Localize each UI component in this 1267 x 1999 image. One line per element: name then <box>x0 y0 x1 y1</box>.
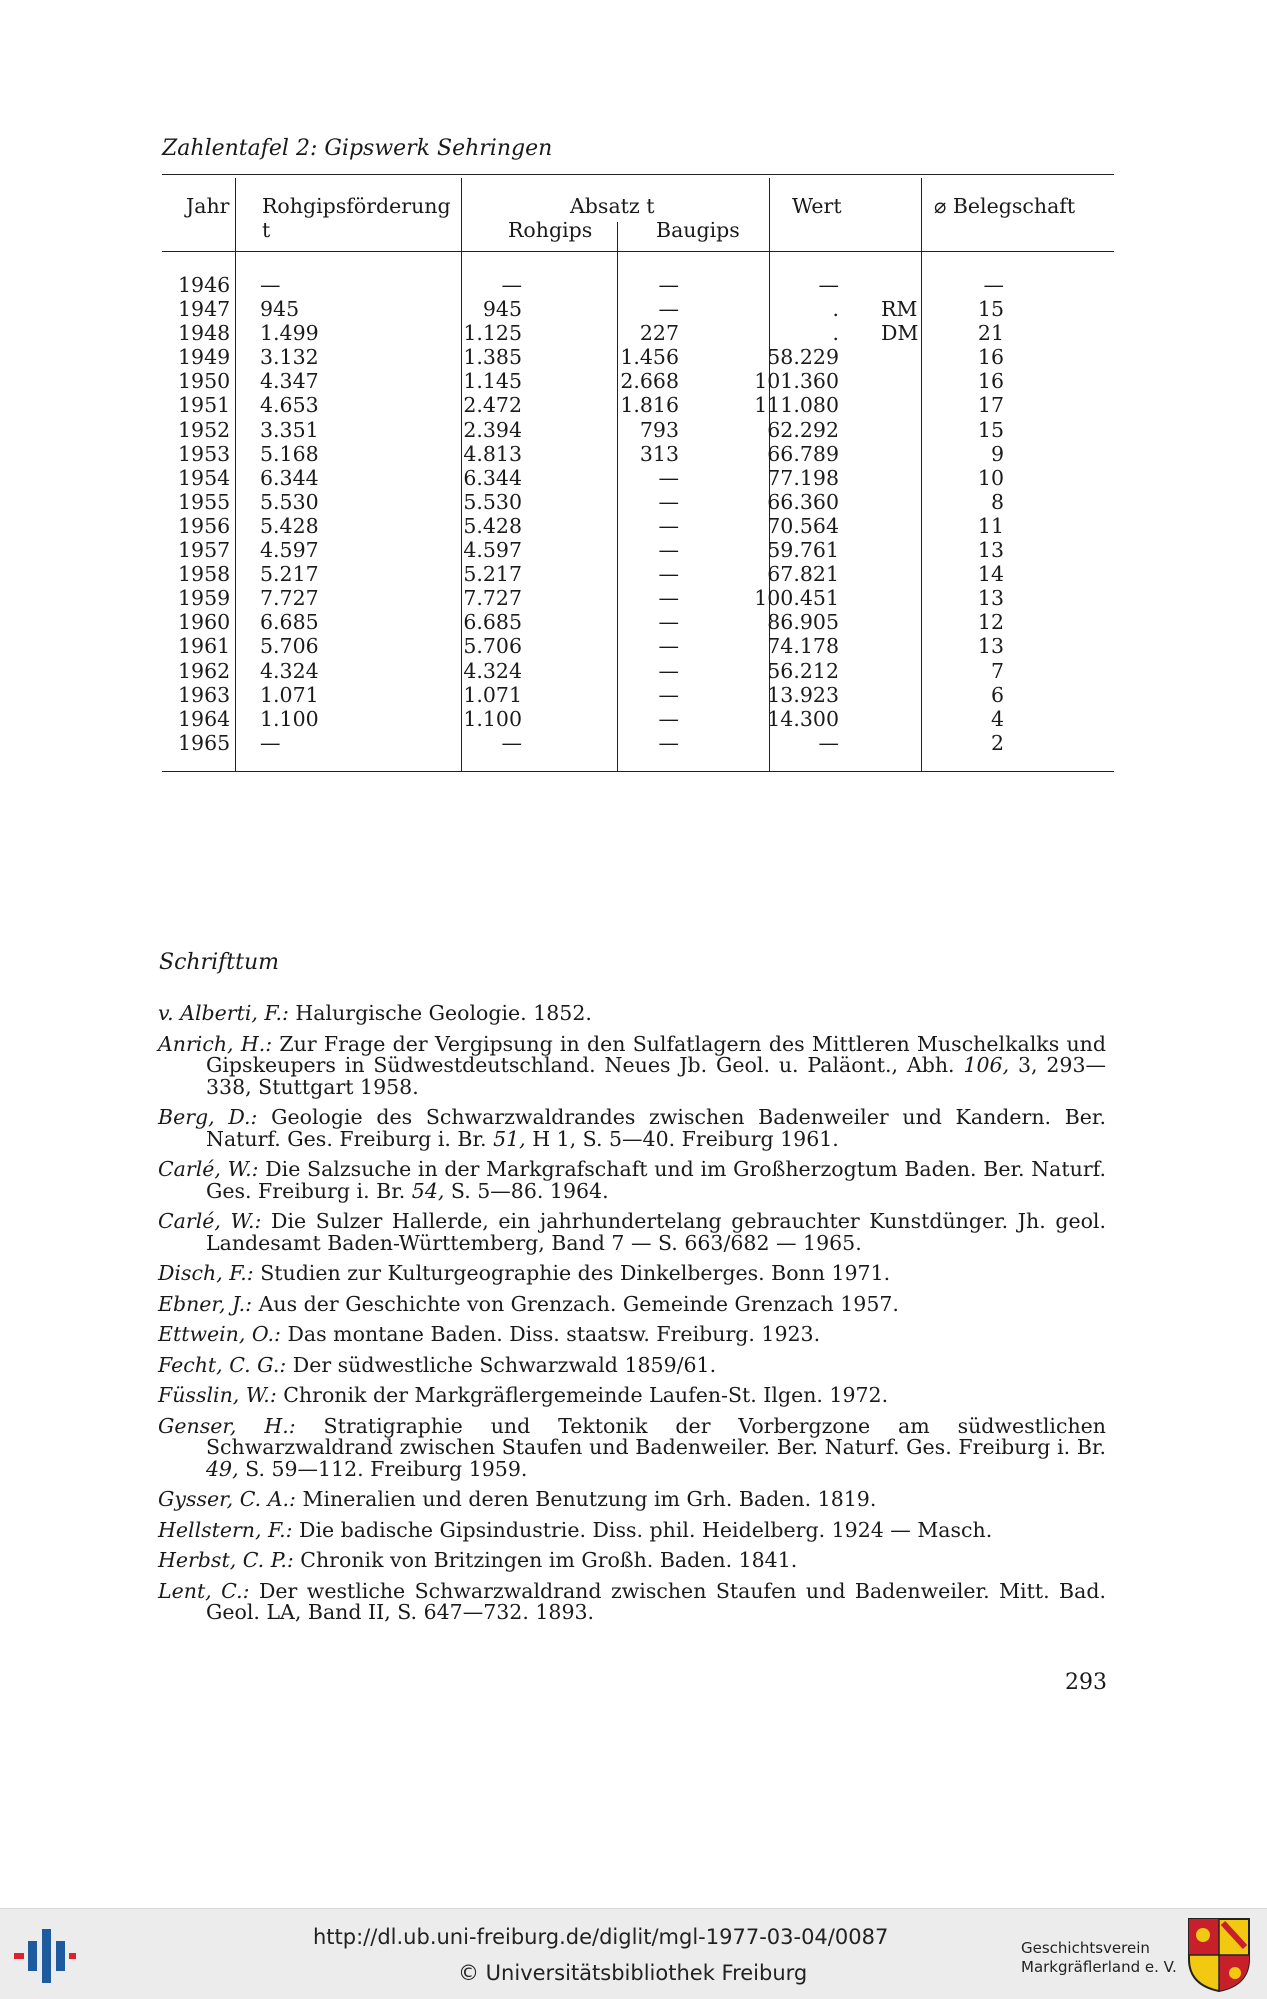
reference-entry <box>158 1517 1106 1542</box>
cell-foerderung: — <box>260 273 281 297</box>
reference-text: Die badische Gipsindustrie. Diss. phil. Heidelberg. 1924 — Masch. <box>292 1517 993 1542</box>
cell-belegschaft: 17 <box>977 393 1004 418</box>
reference-entry <box>158 1324 1106 1346</box>
table-row <box>162 514 1114 538</box>
reference-entry <box>158 1107 1106 1150</box>
header-wert: Wert <box>792 194 842 218</box>
reference-text: Der westliche Schwarzwaldrand zwischen Staufen und Badenweiler. Mitt. Bad. Geol. LA, Band II, S. 647—732. 1893. <box>206 1578 1106 1624</box>
cell-foerderung: 5.168 <box>260 441 319 466</box>
cell-wert: 66.789 <box>767 441 839 466</box>
cell-wert: 111.080 <box>754 393 839 418</box>
reference-entry <box>158 1211 1106 1254</box>
reference-list <box>158 1003 1106 1633</box>
cell-wert: — <box>818 273 839 297</box>
cell-foerderung: 5.428 <box>260 513 319 538</box>
cell-belegschaft: 16 <box>977 369 1004 394</box>
reference-author: Füsslin, W.: <box>158 1383 277 1407</box>
cell-baugips: 2.668 <box>620 369 679 394</box>
cell-rohgips: — <box>501 273 522 297</box>
cell-foerderung: — <box>260 730 281 755</box>
cell-rohgips: 5.706 <box>463 634 522 659</box>
cell-jahr: 1947 <box>178 297 231 322</box>
copyright-notice: © Universitätsbibliothek Freiburg <box>458 1961 808 1985</box>
coat-of-arms-icon <box>1187 1917 1251 1993</box>
cell-belegschaft: 6 <box>990 682 1004 707</box>
cell-rohgips: 1.071 <box>463 682 522 707</box>
reference-author: Anrich, H.: <box>158 1031 273 1056</box>
reference-author: Herbst, C. P.: <box>158 1548 294 1572</box>
cell-belegschaft: — <box>983 273 1004 297</box>
cell-rohgips: 1.125 <box>463 321 522 346</box>
cell-belegschaft: 9 <box>990 441 1004 466</box>
section-title: Schrifttum <box>159 950 279 975</box>
cell-rohgips: 5.530 <box>463 489 522 514</box>
cell-wert: 70.564 <box>767 513 839 538</box>
cell-wert-unit: DM <box>881 321 919 346</box>
cell-baugips: — <box>658 730 679 755</box>
cell-rohgips: 1.100 <box>463 706 522 731</box>
cell-belegschaft: 8 <box>990 489 1004 514</box>
cell-jahr: 1959 <box>178 586 231 611</box>
reference-author: Carlé, W.: <box>158 1157 259 1181</box>
cell-rohgips: 6.685 <box>463 610 522 635</box>
cell-rohgips: 4.324 <box>463 658 522 683</box>
cell-foerderung: 4.324 <box>260 658 319 683</box>
cell-jahr: 1946 <box>178 273 231 297</box>
reference-entry <box>158 1003 1106 1025</box>
cell-baugips: — <box>658 513 679 538</box>
cell-baugips: — <box>658 706 679 731</box>
cell-belegschaft: 16 <box>977 345 1004 370</box>
cell-wert: 59.761 <box>767 538 839 563</box>
table-row <box>162 297 1114 321</box>
cell-wert: . <box>832 321 839 346</box>
cell-rohgips: 1.145 <box>463 369 522 394</box>
cell-wert: 67.821 <box>767 562 839 587</box>
reference-volume: 49, <box>206 1456 239 1481</box>
table-row <box>162 707 1114 731</box>
cell-baugips: 1.816 <box>620 393 679 418</box>
reference-text: Chronik der Markgräflergemeinde Laufen-St. Ilgen. 1972. <box>276 1383 889 1407</box>
reference-author: Disch, F.: <box>158 1261 254 1285</box>
table-row <box>162 466 1114 490</box>
cell-baugips: — <box>658 297 679 322</box>
cell-baugips: 313 <box>639 441 679 466</box>
reference-author: Gysser, C. A.: <box>158 1487 296 1511</box>
cell-wert: 66.360 <box>767 489 839 514</box>
cell-jahr: 1962 <box>178 658 231 683</box>
reference-entry <box>158 1031 1106 1099</box>
cell-wert: 58.229 <box>767 345 839 370</box>
cell-foerderung: 4.597 <box>260 538 319 563</box>
cell-jahr: 1961 <box>178 634 231 659</box>
table-caption: Zahlentafel 2: Gipswerk Sehringen <box>162 136 553 161</box>
reference-author: Carlé, W.: <box>158 1209 262 1233</box>
table-row <box>162 683 1114 707</box>
cell-jahr: 1957 <box>178 538 231 563</box>
cell-baugips: — <box>658 538 679 563</box>
cell-belegschaft: 13 <box>977 538 1004 563</box>
cell-belegschaft: 13 <box>977 634 1004 659</box>
header-foerderung: Rohgipsförderung <box>262 194 451 218</box>
cell-jahr: 1952 <box>178 417 231 442</box>
cell-foerderung: 1.071 <box>260 682 319 707</box>
cell-jahr: 1950 <box>178 369 231 394</box>
society-name-line1: Geschichtsverein <box>1021 1939 1150 1957</box>
cell-baugips: — <box>658 586 679 611</box>
cell-belegschaft: 7 <box>990 658 1004 683</box>
cell-wert: 101.360 <box>754 369 839 394</box>
cell-foerderung: 7.727 <box>260 586 319 611</box>
cell-belegschaft: 13 <box>977 586 1004 611</box>
cell-wert: — <box>818 730 839 755</box>
reference-entry <box>158 1263 1106 1285</box>
cell-rohgips: 7.727 <box>463 586 522 611</box>
header-baugips: Baugips <box>656 218 740 242</box>
cell-jahr: 1954 <box>178 465 231 490</box>
cell-foerderung: 5.706 <box>260 634 319 659</box>
reference-volume: 106, <box>963 1053 1010 1077</box>
reference-text: Geologie des Schwarzwaldrandes zwischen Badenweiler und Kandern. Ber. Naturf. Ges. Freiburg i. Br. <box>206 1105 1106 1151</box>
reference-text: Studien zur Kulturgeographie des Dinkelberges. Bonn 1971. <box>253 1261 891 1285</box>
cell-rohgips: 5.428 <box>463 513 522 538</box>
reference-text: Aus der Geschichte von Grenzach. Gemeinde Grenzach 1957. <box>252 1291 899 1316</box>
reference-entry <box>158 1159 1106 1202</box>
cell-foerderung: 4.347 <box>260 369 319 394</box>
table-row <box>162 273 1114 297</box>
reference-volume: 51, <box>493 1126 526 1151</box>
header-rohgips: Rohgips <box>508 218 593 242</box>
cell-baugips: — <box>658 682 679 707</box>
reference-entry <box>158 1489 1106 1511</box>
reference-entry <box>158 1578 1106 1624</box>
reference-entry <box>158 1352 1106 1377</box>
reference-text: Chronik von Britzingen im Großh. Baden. 1841. <box>293 1548 798 1572</box>
cell-baugips: — <box>658 610 679 635</box>
cell-baugips: — <box>658 465 679 490</box>
table-row <box>162 586 1114 610</box>
reference-author: v. Alberti, F.: <box>158 1001 289 1025</box>
cell-jahr: 1964 <box>178 706 231 731</box>
cell-foerderung: 1.499 <box>260 321 319 346</box>
table-row <box>162 393 1114 417</box>
cell-foerderung: 1.100 <box>260 706 319 731</box>
reference-author: Lent, C.: <box>158 1578 250 1603</box>
reference-text: Stratigraphie und Tektonik der Vorbergzone am südwestlichen Schwarzwaldrand zwischen Staufen und Badenweiler. Ber. Naturf. Ges. Freiburg i. Br. <box>206 1413 1106 1459</box>
table-row <box>162 610 1114 634</box>
reference-text: Halurgische Geologie. 1852. <box>288 1001 592 1025</box>
reference-entry <box>158 1291 1106 1316</box>
table-row <box>162 442 1114 466</box>
cell-rohgips: 5.217 <box>463 562 522 587</box>
reference-text-tail: H 1, S. 5—40. Freiburg 1961. <box>525 1126 839 1151</box>
cell-foerderung: 3.351 <box>260 417 319 442</box>
reference-text: Mineralien und deren Benutzung im Grh. Baden. 1819. <box>295 1487 877 1511</box>
page-number: 293 <box>1065 1670 1107 1695</box>
cell-foerderung: 4.653 <box>260 393 319 418</box>
reference-text: Die Salzsuche in der Markgrafschaft und im Großherzogtum Baden. Ber. Naturf. Ges. Freiburg i. Br. <box>206 1157 1106 1203</box>
cell-jahr: 1949 <box>178 345 231 370</box>
cell-rohgips: 4.597 <box>463 538 522 563</box>
cell-jahr: 1951 <box>178 393 231 418</box>
table-row <box>162 369 1114 393</box>
table-row <box>162 321 1114 345</box>
table-row <box>162 345 1114 369</box>
cell-baugips: — <box>658 634 679 659</box>
cell-belegschaft: 12 <box>977 610 1004 635</box>
table-header-rule <box>162 251 1114 252</box>
society-name <box>1021 1939 1177 1977</box>
reference-entry <box>158 1385 1106 1407</box>
cell-wert: 100.451 <box>754 586 839 611</box>
cell-baugips: — <box>658 273 679 297</box>
reference-text-tail: 3, 293—338, Stuttgart 1958. <box>206 1053 1106 1099</box>
table-row <box>162 562 1114 586</box>
cell-rohgips: 2.472 <box>463 393 522 418</box>
cell-belegschaft: 21 <box>977 321 1004 346</box>
cell-belegschaft: 11 <box>977 513 1004 538</box>
cell-wert: 62.292 <box>767 417 839 442</box>
cell-baugips: — <box>658 562 679 587</box>
university-library-logo-icon <box>14 1929 76 1983</box>
reference-author: Fecht, C. G.: <box>158 1352 287 1377</box>
cell-belegschaft: 15 <box>977 297 1004 322</box>
reference-text: Zur Frage der Vergipsung in den Sulfatlagern des Mittleren Muschelkalks und Gipskeupers in Südwestdeutschland. Neues Jb. Geol. u. Paläont., Abh. <box>206 1031 1106 1077</box>
cell-jahr: 1955 <box>178 489 231 514</box>
cell-rohgips: 6.344 <box>463 465 522 490</box>
cell-wert: 56.212 <box>767 658 839 683</box>
table-top-rule <box>162 174 1114 175</box>
society-name-line2: Markgräflerland e. V. <box>1021 1958 1177 1976</box>
cell-wert: 77.198 <box>767 465 839 490</box>
cell-rohgips: 945 <box>482 297 522 322</box>
header-belegschaft: ⌀ Belegschaft <box>934 194 1076 218</box>
reference-text: Das montane Baden. Diss. staatsw. Freiburg. 1923. <box>280 1322 821 1346</box>
cell-foerderung: 945 <box>260 297 300 322</box>
cell-rohgips: 2.394 <box>463 417 522 442</box>
cell-belegschaft: 14 <box>977 562 1004 587</box>
cell-jahr: 1958 <box>178 562 231 587</box>
cell-foerderung: 5.530 <box>260 489 319 514</box>
cell-foerderung: 6.344 <box>260 465 319 490</box>
reference-text: Der südwestliche Schwarzwald 1859/61. <box>286 1352 717 1377</box>
cell-rohgips: 4.813 <box>463 441 522 466</box>
cell-baugips: — <box>658 489 679 514</box>
reference-author: Genser, H.: <box>158 1413 296 1438</box>
cell-baugips: 793 <box>639 417 679 442</box>
table-row <box>162 731 1114 755</box>
cell-baugips: — <box>658 658 679 683</box>
cell-wert-unit: RM <box>881 297 918 322</box>
table-row <box>162 634 1114 658</box>
reference-text-tail: S. 5—86. 1964. <box>444 1178 609 1203</box>
cell-jahr: 1965 <box>178 730 231 755</box>
table-row <box>162 659 1114 683</box>
cell-wert: 14.300 <box>767 706 839 731</box>
cell-wert: 13.923 <box>767 682 839 707</box>
header-foerderung-unit: t <box>262 218 271 242</box>
cell-foerderung: 6.685 <box>260 610 319 635</box>
footer-bar <box>0 1908 1267 1999</box>
cell-rohgips: 1.385 <box>463 345 522 370</box>
data-table <box>162 174 1114 774</box>
cell-jahr: 1963 <box>178 682 231 707</box>
cell-wert: 86.905 <box>767 610 839 635</box>
reference-entry <box>158 1413 1106 1481</box>
cell-belegschaft: 2 <box>990 730 1004 755</box>
cell-belegschaft: 4 <box>990 706 1004 731</box>
cell-baugips: 227 <box>639 321 679 346</box>
cell-jahr: 1953 <box>178 441 231 466</box>
cell-baugips: 1.456 <box>620 345 679 370</box>
reference-text-tail: S. 59—112. Freiburg 1959. <box>238 1456 528 1481</box>
reference-author: Berg, D.: <box>158 1105 258 1129</box>
table-body <box>162 273 1114 755</box>
reference-author: Ettwein, O.: <box>158 1322 281 1346</box>
cell-wert: . <box>832 297 839 322</box>
cell-foerderung: 3.132 <box>260 345 319 370</box>
cell-belegschaft: 10 <box>977 465 1004 490</box>
reference-author: Hellstern, F.: <box>158 1517 293 1542</box>
header-jahr: Jahr <box>186 194 230 218</box>
header-absatz: Absatz t <box>570 194 655 218</box>
cell-wert: 74.178 <box>767 634 839 659</box>
permalink-url[interactable]: http://dl.ub.uni-freiburg.de/diglit/mgl-1977-03-04/0087 <box>313 1925 889 1949</box>
reference-entry <box>158 1550 1106 1572</box>
reference-text: Die Sulzer Hallerde, ein jahrhundertelang gebrauchter Kunstdünger. Jh. geol. Landesamt Baden-Württemberg, Band 7 — S. 663/682 — 1965. <box>206 1209 1106 1255</box>
cell-foerderung: 5.217 <box>260 562 319 587</box>
table-row <box>162 538 1114 562</box>
table-row <box>162 418 1114 442</box>
cell-jahr: 1960 <box>178 610 231 635</box>
cell-rohgips: — <box>501 730 522 755</box>
cell-jahr: 1956 <box>178 513 231 538</box>
table-bottom-rule <box>162 771 1114 772</box>
reference-author: Ebner, J.: <box>158 1291 253 1316</box>
table-row <box>162 490 1114 514</box>
reference-volume: 54, <box>411 1178 445 1203</box>
cell-belegschaft: 15 <box>977 417 1004 442</box>
cell-jahr: 1948 <box>178 321 231 346</box>
